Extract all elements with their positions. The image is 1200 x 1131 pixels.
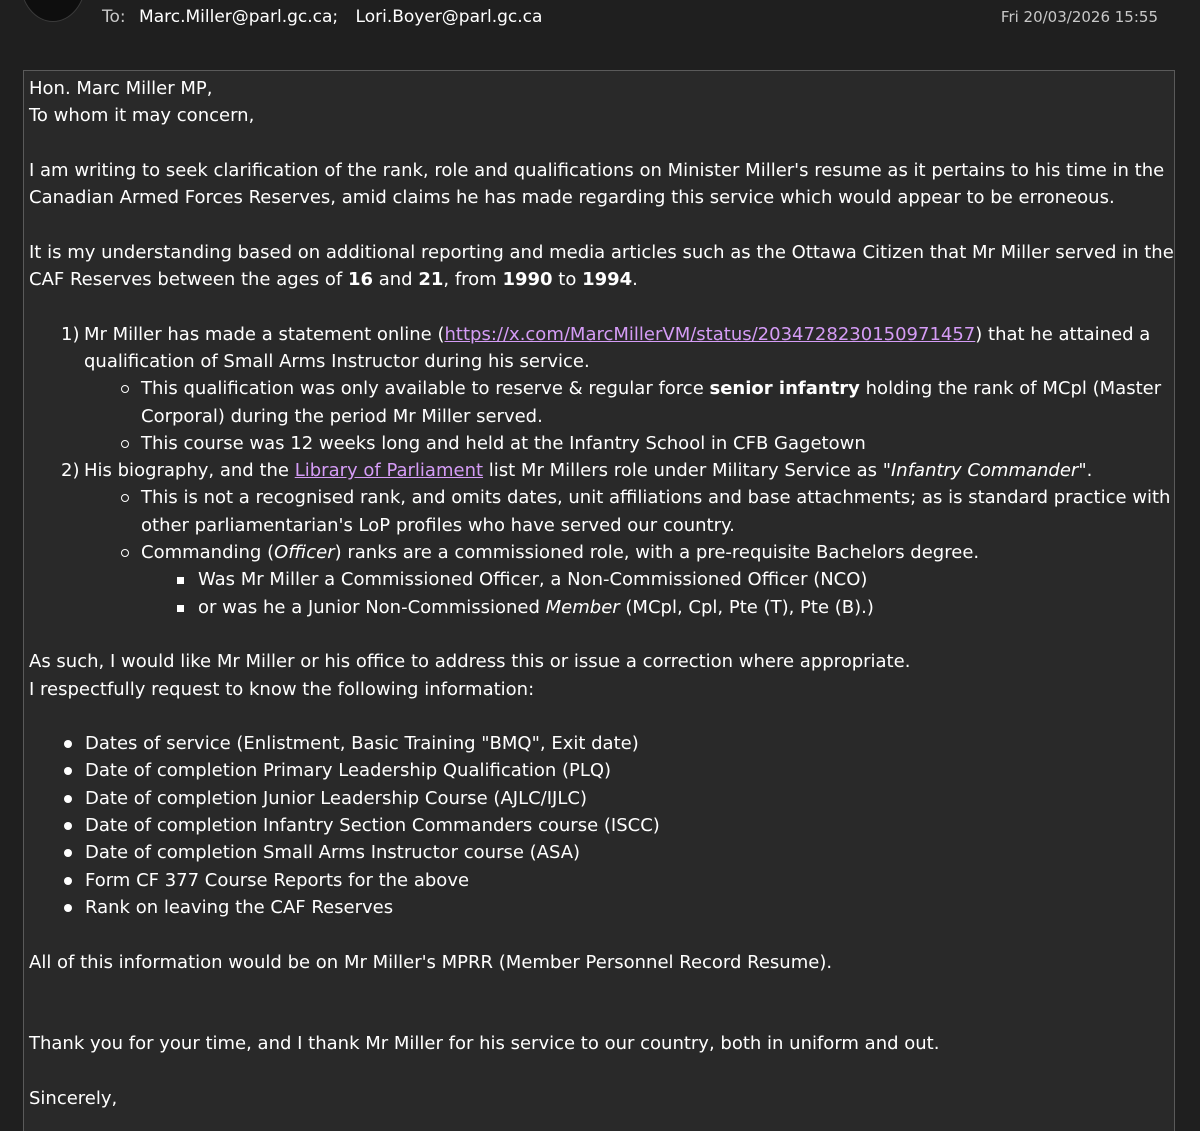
nested-sublist-item: or was he a Junior Non-Commissioned Member (MCpl, Cpl, Pte (T), Pte (B).) [141,594,1174,621]
sublist-item: This is not a recognised rank, and omits dates, unit affiliations and base attachments; as is standard practice with other parliamentarian's LoP profiles who have served our country. [84,484,1174,539]
list-item: Rank on leaving the CAF Reserves [29,894,1174,921]
item-2-sublist [84,484,1174,620]
x-status-link[interactable]: https://x.com/MarcMillerVM/status/2034728230150971457 [444,323,976,345]
paragraph-understanding: It is my understanding based on additional reporting and media articles such as the Ottawa Citizen that Mr Miller served in the CAF Reserves between the ages of 16 and 21, from 1990 to 1994. [29,241,1174,291]
item-number-1: 1) [61,323,80,345]
paragraph-intro: I am writing to seek clarification of the rank, role and qualifications on Minister Miller's resume as it pertains to his time in the Canadian Armed Forces Reserves, amid claims he has made regarding this service which would appear to be erroneous. [29,159,1165,209]
list-item: Date of completion Primary Leadership Qualification (PLQ) [29,757,1174,784]
list-item: Date of completion Junior Leadership Course (AJLC/IJLC) [29,785,1174,812]
sublist-item: This course was 12 weeks long and held at the Infantry School in CFB Gagetown [84,430,1174,457]
signoff: Sincerely, [29,1087,118,1109]
item-1-sublist [84,375,1174,457]
email-body [23,70,1175,1131]
nested-sublist [141,566,1174,621]
year-end: 1994 [582,269,633,291]
sender-avatar[interactable] [20,0,86,22]
greeting-line-1: Hon. Marc Miller MP, [29,78,213,99]
email-header [0,0,1200,44]
list-item: Form CF 377 Course Reports for the above [29,867,1174,894]
recipient-1[interactable]: Marc.Miller@parl.gc.ca; [139,7,339,27]
recipient-2[interactable]: Lori.Boyer@parl.gc.ca [355,7,543,27]
list-item: Dates of service (Enlistment, Basic Training "BMQ", Exit date) [29,730,1174,757]
numbered-item-2: 2) His biography, and the Library of Parliament list Mr Millers role under Military Service as "Infantry Commander". This is not a recognised rank, and omits dates, unit affiliations and base attachments; as is standard practice with other parliamentarian's LoP profiles who have served our country. Commanding (Officer) ranks are a commissioned role, with a pre-requisite Bachelors degree. Was Mr Miller a Commissioned Officer, a Non-Commissioned Officer (NCO) or was he a Junior Non-Commissioned Member (MCpl, Cpl, Pte (T), Pte (B).) [29,457,1174,621]
numbered-item-1: 1) Mr Miller has made a statement online (https://x.com/MarcMillerVM/status/2034728230150971457) that he attained a qualification of Small Arms Instructor during his service. This qualification was only available to reserve & regular force senior infantry holding the rank of MCpl (Master Corporal) during the period Mr Miller served. This course was 12 weeks long and held at the Infantry School in CFB Gagetown [29,321,1174,457]
recipients-line [102,6,542,28]
email-content [29,75,1174,1112]
library-of-parliament-link[interactable]: Library of Parliament [294,460,484,482]
numbered-list [29,321,1174,621]
nested-sublist-item: Was Mr Miller a Commissioned Officer, a Non-Commissioned Officer (NCO) [141,566,1174,593]
list-item: Date of completion Small Arms Instructor course (ASA) [29,839,1174,866]
paragraph-thanks: Thank you for your time, and I thank Mr Miller for his service to our country, both in uniform and out. [29,1033,940,1055]
sublist-item: Commanding (Officer) ranks are a commissioned role, with a pre-requisite Bachelors degree. Was Mr Miller a Commissioned Officer, a Non-Commissioned Officer (NCO) or was he a Junior Non-Commissioned Member (MCpl, Cpl, Pte (T), Pte (B).) [84,539,1174,621]
greeting-line-2: To whom it may concern, [29,105,255,127]
list-item: Date of completion Infantry Section Commanders course (ISCC) [29,812,1174,839]
year-start: 1990 [502,269,553,291]
sublist-item: This qualification was only available to reserve & regular force senior infantry holding the rank of MCpl (Master Corporal) during the period Mr Miller served. [84,375,1174,430]
paragraph-request-info: I respectfully request to know the following information: [29,678,535,700]
age-start: 16 [347,269,373,291]
sent-date: Fri 20/03/2026 15:55 [1000,8,1158,26]
to-label: To: [102,7,126,27]
paragraph-mprr: All of this information would be on Mr Miller's MPRR (Member Personnel Record Resume). [29,951,833,973]
requested-info-list [29,730,1174,921]
item-number-2: 2) [61,460,80,482]
paragraph-request-correction: As such, I would like Mr Miller or his office to address this or issue a correction where appropriate. [29,651,911,673]
age-end: 21 [418,269,444,291]
